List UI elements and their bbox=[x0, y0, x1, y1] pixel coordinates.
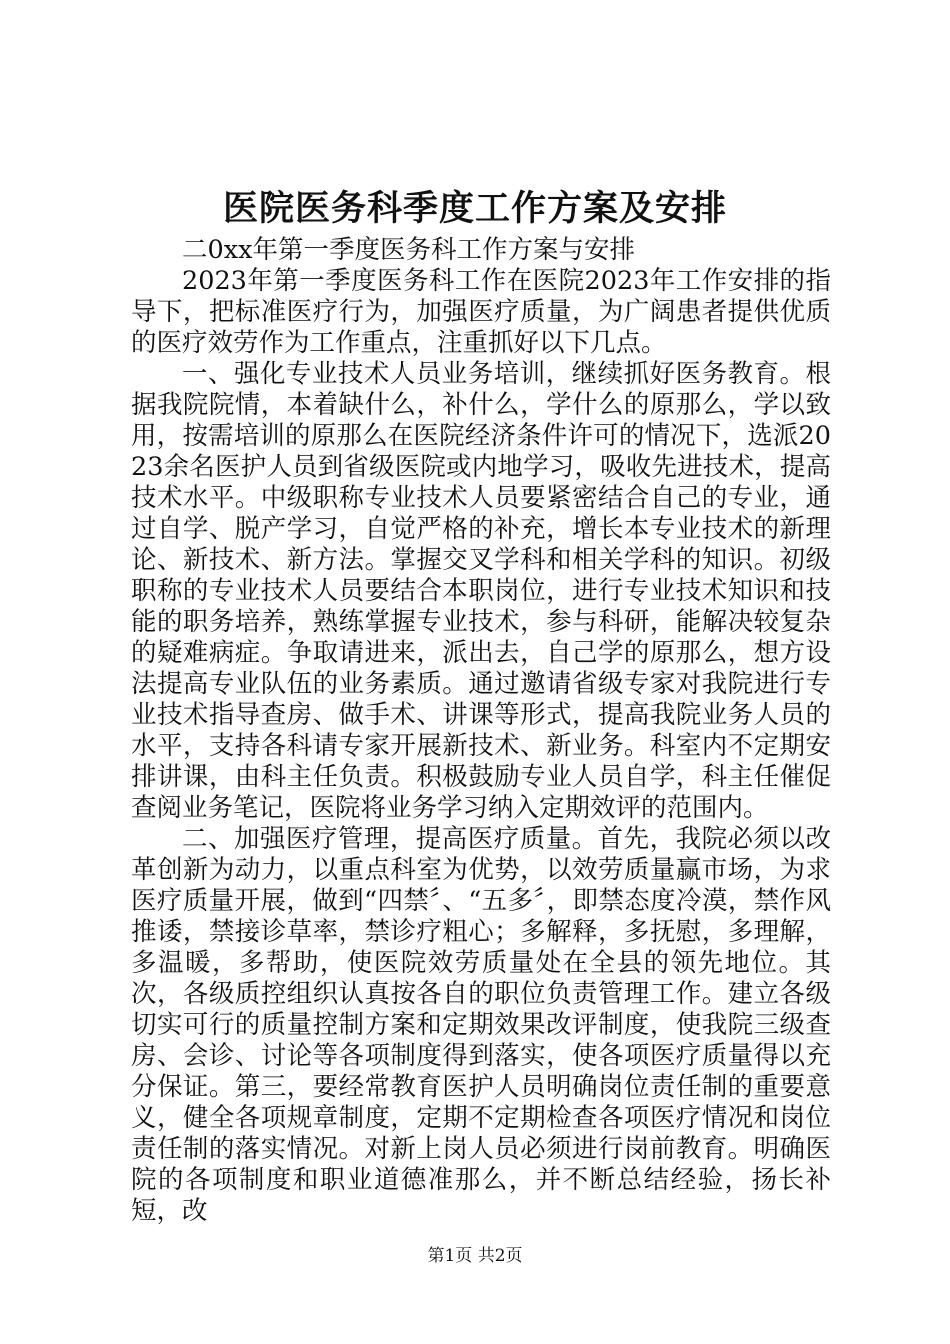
subtitle-paragraph: 二0xx年第一季度医务科工作方案与安排 bbox=[182, 235, 635, 265]
document-title: 医院医务科季度工作方案及安排 bbox=[222, 188, 727, 229]
intro-paragraph: 2023年第一季度医务科工作在医院2023年工作安排的指导下，把标准医疗行为，加强医疗质量，为广阔患者提供优质的医疗效劳作为工作重点，注重抓好以下几点。 bbox=[131, 266, 831, 358]
section-one-paragraph: 一、强化专业技术人员业务培训，继续抓好医务教育。根据我院院情，本着缺什么，补什么，学什么的原那么，学以致用，按需培训的原那么在医院经济条件许可的情况下，选派2023余名医护人员到省级医院或内地学习，吸收先进技术，提高技术水平。中级职称专业技术人员要紧密结合自己的专业，通过自学、脱产学习，自觉严格的补充，增长本专业技术的新理论、新技术、新方法。掌握交叉学科和相关学科的知识。初级职称的专业技术人员要结合本职岗位，进行专业技术知识和技能的职务培养，熟练掌握专业技术，参与科研，能解决较复杂的疑难病症。争取请进来，派出去，自己学的原那么，想方设法提高专业队伍的业务素质。通过邀请省级专家对我院进行专业技术指导查房、做手术、讲课等形式，提高我院业务人员的水平，支持各科请专家开展新技术、新业务。科室内不定期安排讲课，由科主任负责。积极鼓励专业人员自学，科主任催促查阅业务笔记，医院将业务学习纳入定期效评的范围内。 bbox=[131, 359, 831, 823]
section-two-paragraph: 二、加强医疗管理，提高医疗质量。首先，我院必须以改革创新为动力，以重点科室为优势，以效劳质量赢市场，为求医疗质量开展，做到“四禁〞、“五多〞，即禁态度冷漠，禁作风推诿，禁接诊草率，禁诊疗粗心；多解释，多抚慰，多理解，多温暖，多帮助，使医院效劳质量处在全县的领先地位。其次，各级质控组织认真按各自的职位负责管理工作。建立各级切实可行的质量控制方案和定期效果改评制度，使我院三级查房、会诊、讨论等各项制度得到落实，使各项医疗质量得以充分保证。第三，要经常教育医护人员明确岗位责任制的重要意义，健全各项规章制度，定期不定期检查各项医疗情况和岗位责任制的落实情况。对新上岗人员必须进行岗前教育。明确医院的各项制度和职业道德准那么，并不断总结经验，扬长补短，改 bbox=[131, 824, 831, 1226]
page-number: 第1页 共2页 bbox=[427, 1246, 523, 1266]
document-body bbox=[131, 235, 831, 1227]
